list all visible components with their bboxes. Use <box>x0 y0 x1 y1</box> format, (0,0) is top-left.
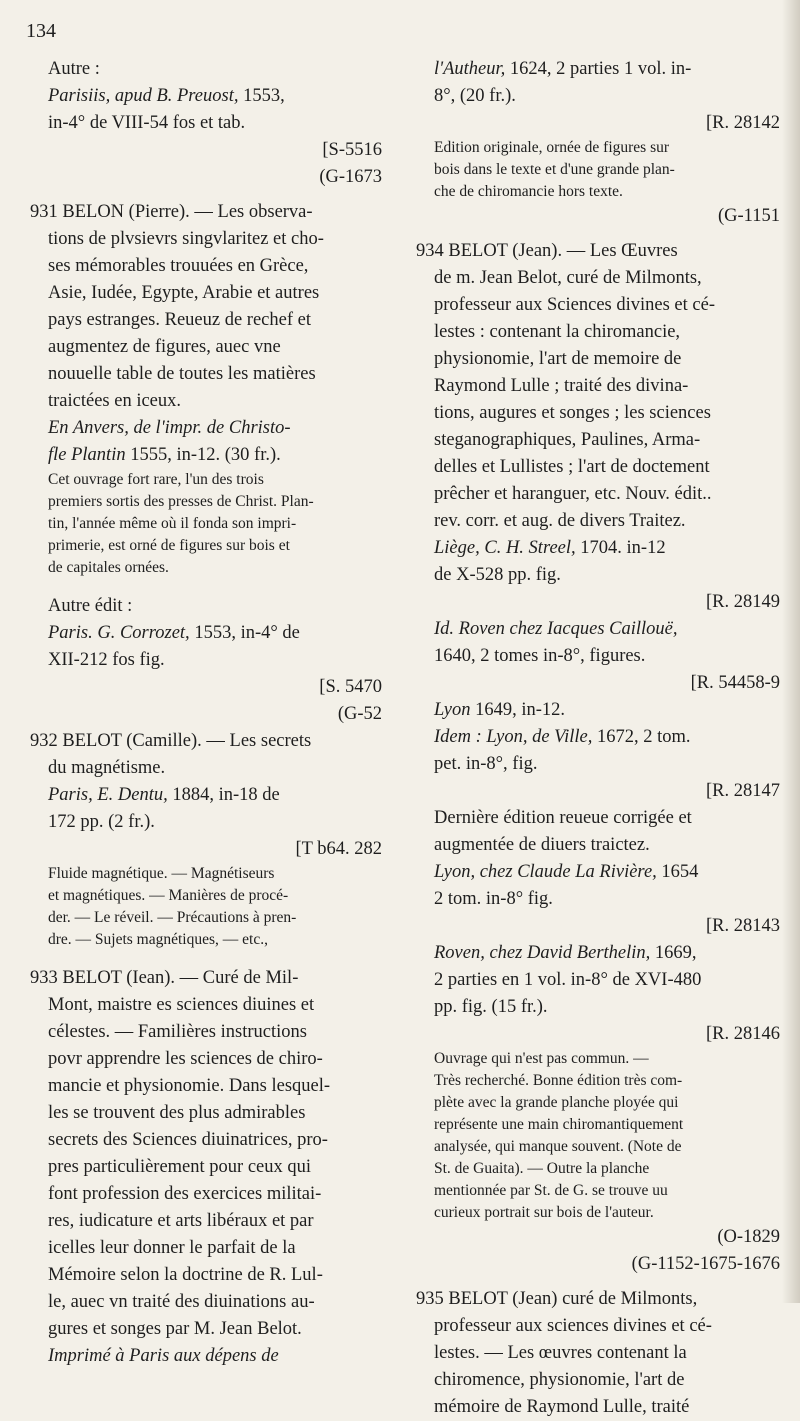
text-line: de capitales ornées. <box>48 559 169 576</box>
text-line: de m. Jean Belot, curé de Milmonts, <box>434 268 702 288</box>
text-line: [S. 5470 <box>319 677 382 697</box>
text-line: 934 BELOT (Jean). — Les Œuvres <box>416 241 678 261</box>
text-line: Cet ouvrage fort rare, l'un des trois <box>48 471 264 488</box>
text-line: En Anvers, de l'impr. de Christo- <box>48 418 291 438</box>
text-line: augmentée de diuers traictez. <box>434 835 650 855</box>
text-line: l'Autheur, 1624, 2 parties 1 vol. in- <box>434 59 692 79</box>
text-line: Dernière édition reueue corrigée et <box>434 808 692 828</box>
text-line: Mont, maistre es sciences diuines et <box>48 995 315 1015</box>
text-line: icelles leur donner le parfait de la <box>48 1238 296 1258</box>
text-line: bois dans le texte et d'une grande plan- <box>434 161 675 178</box>
text-line: Fluide magnétique. — Magnétiseurs <box>48 865 275 882</box>
text-line: mémoire de Raymond Lulle, traité <box>434 1397 690 1417</box>
text-line: delles et Lullistes ; l'art de doctement <box>434 457 710 477</box>
text-line: tions de plvsievrs singvlaritez et cho- <box>48 229 324 249</box>
left-column <box>30 56 390 1370</box>
text-line: 931 BELON (Pierre). — Les observa- <box>30 202 313 222</box>
text-line: analysée, qui manque souvent. (Note de <box>434 1138 682 1155</box>
text-line: povr apprendre les sciences de chiro- <box>48 1049 323 1069</box>
text-line: Liège, C. H. Streel, 1704. in-12 <box>434 538 666 558</box>
text-line: [R. 54458-9 <box>690 673 780 693</box>
text-line: tions, augures et songes ; les sciences <box>434 403 711 423</box>
text-line: premiers sortis des presses de Christ. Plan- <box>48 493 314 510</box>
text-line: dre. — Sujets magnétiques, — etc., <box>48 931 268 948</box>
text-line: [R. 28146 <box>706 1024 780 1044</box>
text-line: Roven, chez David Berthelin, 1669, <box>434 943 697 963</box>
text-line: 2 tom. in-8° fig. <box>434 889 553 909</box>
text-line: fle Plantin 1555, in-12. (30 fr.). <box>48 445 281 465</box>
text-line: Mémoire selon la doctrine de R. Lul- <box>48 1265 323 1285</box>
text-line: Lyon, chez Claude La Rivière, 1654 <box>434 862 699 882</box>
text-line: XII-212 fos fig. <box>48 650 165 670</box>
text-line: célestes. — Familières instructions <box>48 1022 307 1042</box>
text-line: pet. in-8°, fig. <box>434 754 538 774</box>
text-line: du magnétisme. <box>48 758 166 778</box>
spacer <box>416 230 780 238</box>
text-line: 933 BELOT (Iean). — Curé de Mil- <box>30 968 299 988</box>
text-line: de X-528 pp. fig. <box>434 565 561 585</box>
text-line: St. de Guaita). — Outre la planche <box>434 1160 650 1177</box>
text-line: [R. 28143 <box>706 916 780 936</box>
text-line: font profession des exercices militai- <box>48 1184 322 1204</box>
text-line: représente une main chiromantiquement <box>434 1116 684 1133</box>
text-line: Raymond Lulle ; traité des divina- <box>434 376 689 396</box>
text-line: Autre : <box>48 59 100 79</box>
text-line: Edition originale, ornée de figures sur <box>434 139 670 156</box>
text-line: lestes. — Les œuvres contenant la <box>434 1343 687 1363</box>
text-line: 932 BELOT (Camille). — Les secrets <box>30 731 312 751</box>
text-line: plète avec la grande planche ployée qui <box>434 1094 679 1111</box>
text-line: ses mémorables trouuées en Grèce, <box>48 256 309 276</box>
text-line: Autre édit : <box>48 596 133 616</box>
text-line: gures et songes par M. Jean Belot. <box>48 1319 302 1339</box>
text-line: professeur aux Sciences divines et cé- <box>434 295 715 315</box>
text-line: tin, l'année même où il fonda son impri- <box>48 515 297 532</box>
text-line: et magnétiques. — Manières de procé- <box>48 887 289 904</box>
text-line: curieux portrait sur bois de l'auteur. <box>434 1204 654 1221</box>
text-line: [T b64. 282 <box>295 839 382 859</box>
text-line: nouuelle table de toutes les matières <box>48 364 316 384</box>
text-line: primerie, est orné de figures sur bois et <box>48 537 290 554</box>
text-line: Imprimé à Paris aux dépens de <box>48 1346 279 1366</box>
text-line: (G-1673 <box>319 167 382 187</box>
text-line: traictées en iceux. <box>48 391 182 411</box>
text-line: Lyon 1649, in-12. <box>434 700 566 720</box>
text-line: (O-1829 <box>717 1227 780 1247</box>
text-line: physionomie, l'art de memoire de <box>434 349 682 369</box>
text-line: (G-1152-1675-1676 <box>631 1254 780 1274</box>
text-line: Très recherché. Bonne édition très com- <box>434 1072 683 1089</box>
right-column <box>416 56 780 1421</box>
text-line: 8°, (20 fr.). <box>434 86 516 106</box>
text-line: [S-5516 <box>322 140 382 160</box>
text-line: pp. fig. (15 fr.). <box>434 997 548 1017</box>
text-line: 935 BELOT (Jean) curé de Milmonts, <box>416 1289 698 1309</box>
text-line: augmentez de figures, auec vne <box>48 337 281 357</box>
text-line: steganographiques, Paulines, Arma- <box>434 430 701 450</box>
text-line: Parisiis, apud B. Preuost, 1553, <box>48 86 285 106</box>
text-line: res, iudicature et arts libéraux et par <box>48 1211 314 1231</box>
text-line: [R. 28149 <box>706 592 780 612</box>
text-line: che de chiromancie hors texte. <box>434 183 623 200</box>
text-line: prêcher et haranguer, etc. Nouv. édit.. <box>434 484 712 504</box>
text-line: rev. corr. et aug. de divers Traitez. <box>434 511 686 531</box>
text-line: mentionnée par St. de G. se trouve uu <box>434 1182 668 1199</box>
text-line: in-4° de VIII-54 fos et tab. <box>48 113 246 133</box>
text-line: Paris, E. Dentu, 1884, in-18 de <box>48 785 280 805</box>
text-line: lestes : contenant la chiromancie, <box>434 322 681 342</box>
text-line: (G-1151 <box>718 206 780 226</box>
spacer <box>30 191 390 199</box>
text-line: 2 parties en 1 vol. in-8° de XVI-480 <box>434 970 702 990</box>
text-line: Id. Roven chez Iacques Caillouë, <box>434 619 678 639</box>
text-line: les se trouvent des plus admirables <box>48 1103 306 1123</box>
page-number: 134 <box>26 20 56 42</box>
text-line: professeur aux sciences divines et cé- <box>434 1316 712 1336</box>
text-line: pays estranges. Reueuz de rechef et <box>48 310 311 330</box>
text-line: 1640, 2 tomes in-8°, figures. <box>434 646 646 666</box>
spacer <box>30 579 390 593</box>
spacer <box>30 951 390 965</box>
text-line: [R. 28142 <box>706 113 780 133</box>
text-line: Idem : Lyon, de Ville, 1672, 2 tom. <box>434 727 691 747</box>
text-line: Asie, Iudée, Egypte, Arabie et autres <box>48 283 320 303</box>
page-edge-shadow <box>782 0 800 1303</box>
text-line: mancie et physionomie. Dans lesquel- <box>48 1076 331 1096</box>
text-line: (G-52 <box>337 704 382 724</box>
text-line: secrets des Sciences diuinatrices, pro- <box>48 1130 328 1150</box>
text-line: 172 pp. (2 fr.). <box>48 812 155 832</box>
text-line: Paris. G. Corrozet, 1553, in-4° de <box>48 623 300 643</box>
text-line: der. — Le réveil. — Précautions à pren- <box>48 909 297 926</box>
text-line: Ouvrage qui n'est pas commun. — <box>434 1050 649 1067</box>
text-line: le, auec vn traité des diuinations au- <box>48 1292 315 1312</box>
text-line: pres particulièrement pour ceux qui <box>48 1157 312 1177</box>
text-line: [R. 28147 <box>706 781 780 801</box>
spacer <box>416 1278 780 1286</box>
text-line: chiromence, physionomie, l'art de <box>434 1370 685 1390</box>
